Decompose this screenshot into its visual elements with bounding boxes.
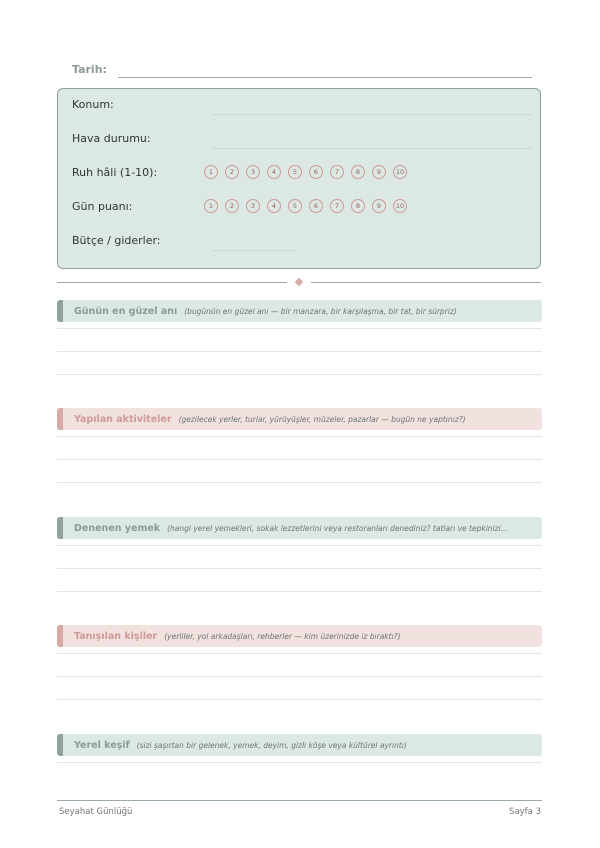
mood-option-4[interactable]: 4 [267,165,281,179]
section-header [57,517,542,539]
mood-option-2[interactable]: 2 [225,165,239,179]
day-score-option-9[interactable]: 9 [372,199,386,213]
section-title: Günün en güzel anı [74,305,178,317]
weather-field[interactable] [212,148,532,149]
day-score-option-2[interactable]: 2 [225,199,239,213]
mood-option-7[interactable]: 7 [330,165,344,179]
writing-line[interactable] [57,436,542,437]
writing-line[interactable] [57,591,542,592]
mood-option-9[interactable]: 9 [372,165,386,179]
writing-line[interactable] [57,374,542,375]
day-score-option-7[interactable]: 7 [330,199,344,213]
day-score-scale [204,199,407,213]
day-score-option-8[interactable]: 8 [351,199,365,213]
day-score-option-1[interactable]: 1 [204,199,218,213]
weather-label: Hava durumu: [72,132,151,145]
writing-line[interactable] [57,653,542,654]
mood-label: Ruh hâli (1-10): [72,166,158,179]
date-label: Tarih: [72,63,107,76]
section-food-tried [57,517,542,539]
ornament-divider [57,281,541,285]
mood-option-6[interactable]: 6 [309,165,323,179]
writing-line[interactable] [57,568,542,569]
date-input-line[interactable] [118,77,532,78]
section-hint: (hangi yerel yemekleri, sokak lezzetlerini veya restoranları denediniz? tatları ve tepkinizi... [167,523,508,533]
location-label: Konum: [72,98,114,111]
section-header [57,625,542,647]
writing-line[interactable] [57,545,542,546]
section-header [57,734,542,756]
section-people-met [57,625,542,647]
section-header [57,300,542,322]
mood-scale [204,165,407,179]
day-score-option-4[interactable]: 4 [267,199,281,213]
writing-line[interactable] [57,328,542,329]
mood-option-5[interactable]: 5 [288,165,302,179]
writing-line[interactable] [57,676,542,677]
section-hint: (yerliler, yol arkadaşları, rehberler — kim üzerinizde iz bıraktı?) [164,631,401,641]
mood-option-1[interactable]: 1 [204,165,218,179]
mood-option-8[interactable]: 8 [351,165,365,179]
page-number: Sayfa 3 [509,807,541,817]
section-title: Tanışılan kişiler [74,630,158,642]
day-score-label: Gün puanı: [72,200,133,213]
section-title: Yapılan aktiviteler [74,413,172,425]
section-activities [57,408,542,430]
section-hint: (gezilecek yerler, turlar, yürüyüşler, müzeler, pazarlar — bugün ne yaptınız?) [178,414,466,424]
day-score-option-6[interactable]: 6 [309,199,323,213]
section-hint: (bugünün en güzel anı — bir manzara, bir karşılaşma, bir tat, bir sürpriz) [184,306,457,316]
day-score-option-3[interactable]: 3 [246,199,260,213]
writing-line[interactable] [57,459,542,460]
budget-field[interactable] [212,250,296,251]
writing-line[interactable] [57,351,542,352]
section-header [57,408,542,430]
date-row [72,62,532,80]
writing-line[interactable] [57,482,542,483]
diamond-icon [295,278,303,286]
day-score-option-5[interactable]: 5 [288,199,302,213]
footer-divider [57,800,542,801]
trip-info-box [57,88,541,269]
budget-label: Bütçe / giderler: [72,234,161,247]
mood-option-10[interactable]: 10 [393,165,407,179]
section-hint: (sizi şaşırtan bir gelenek, yemek, deyim, gizli köşe veya kültürel ayrıntı) [136,740,407,750]
writing-line[interactable] [57,762,542,763]
mood-option-3[interactable]: 3 [246,165,260,179]
section-title: Yerel keşif [74,739,130,751]
section-title: Denenen yemek [74,522,161,534]
section-local-discovery [57,734,542,756]
day-score-option-10[interactable]: 10 [393,199,407,213]
section-best-moment [57,300,542,322]
writing-line[interactable] [57,699,542,700]
location-field[interactable] [212,114,532,115]
footer-title: Seyahat Günlüğü [59,807,133,817]
